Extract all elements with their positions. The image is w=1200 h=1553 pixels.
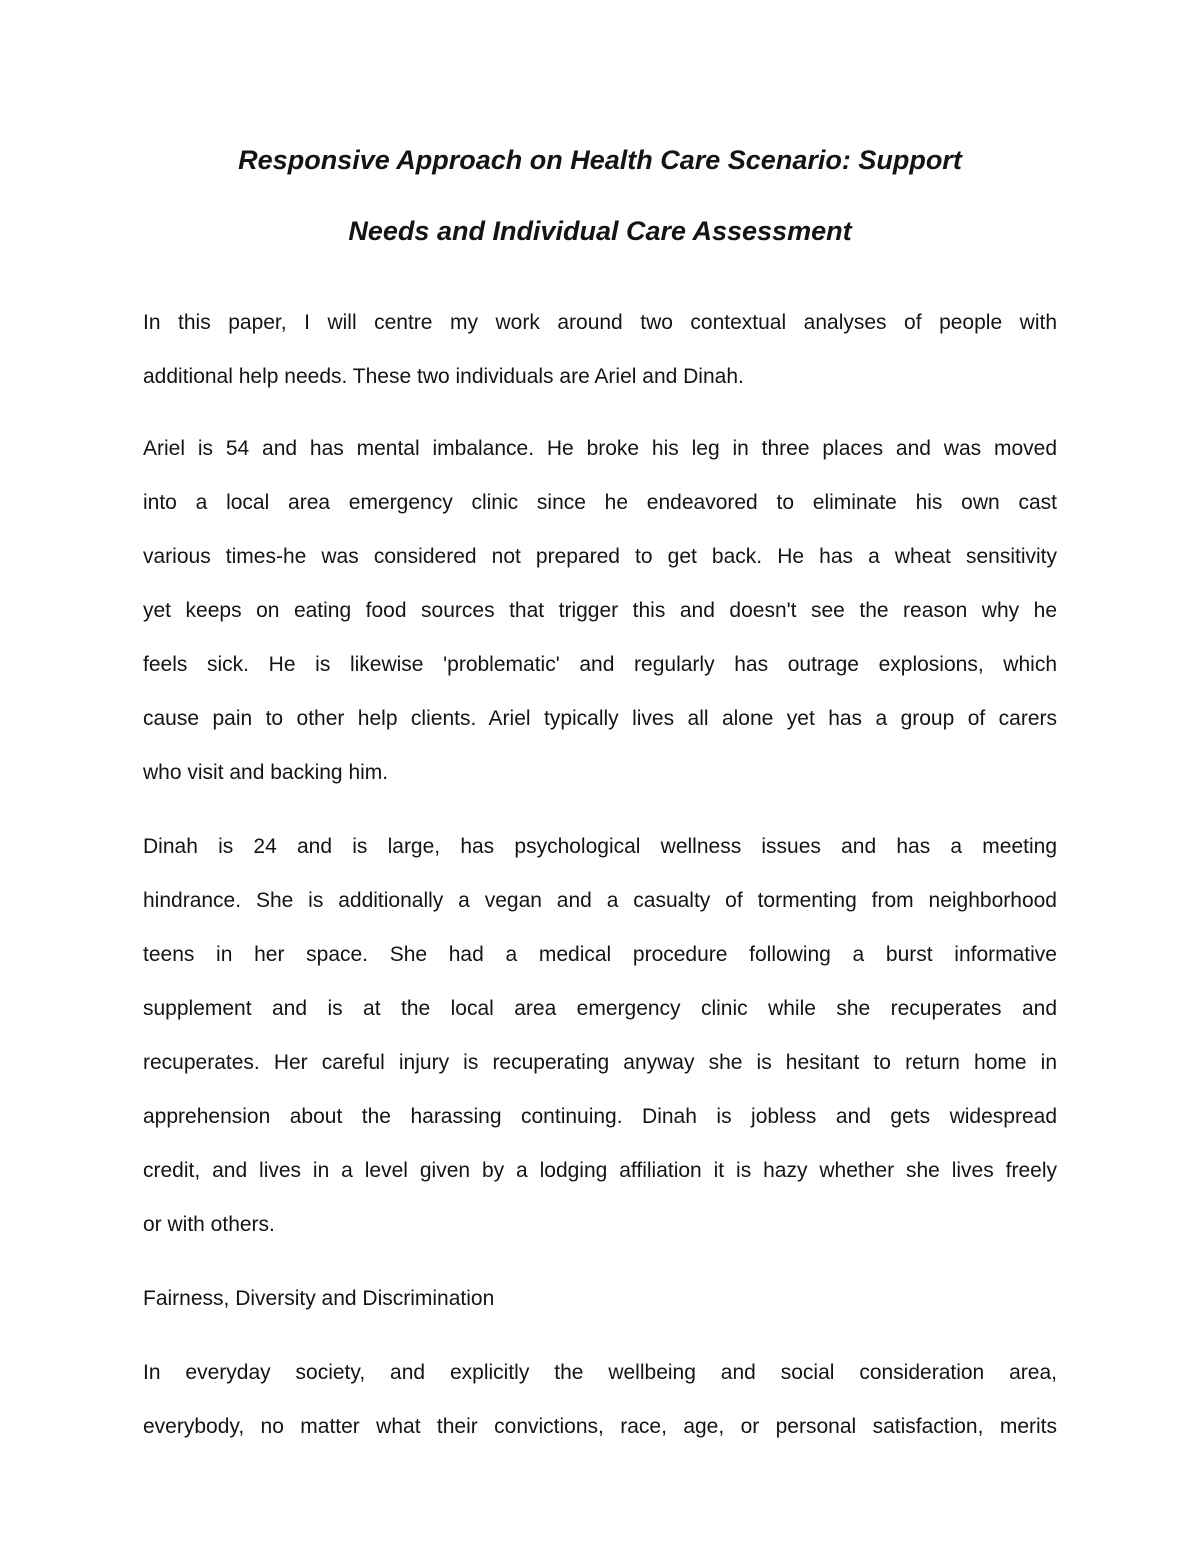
- paragraph-line: everybody, no matter what their convictions, race, age, or personal satisfaction, merits: [143, 1415, 1057, 1438]
- paragraph-line: Ariel is 54 and has mental imbalance. He broke his leg in three places and was moved: [143, 437, 1057, 460]
- paragraph-line: In this paper, I will centre my work around two contextual analyses of people with: [143, 311, 1057, 334]
- paragraph-line: into a local area emergency clinic since he endeavored to eliminate his own cast: [143, 491, 1057, 514]
- paragraph-line: yet keeps on eating food sources that trigger this and doesn't see the reason why he: [143, 599, 1057, 622]
- document-title-line-2: Needs and Individual Care Assessment: [348, 216, 852, 246]
- paragraph-line: hindrance. She is additionally a vegan and a casualty of tormenting from neighborhood: [143, 889, 1057, 912]
- paragraph-line: teens in her space. She had a medical procedure following a burst informative: [143, 943, 1057, 966]
- paragraph-line: cause pain to other help clients. Ariel typically lives all alone yet has a group of carers: [143, 707, 1057, 730]
- paragraph-line: or with others.: [143, 1213, 275, 1236]
- paragraph-line: various times-he was considered not prepared to get back. He has a wheat sensitivity: [143, 545, 1057, 568]
- paragraph-line: In everyday society, and explicitly the wellbeing and social consideration area,: [143, 1361, 1057, 1384]
- paragraph-line: supplement and is at the local area emergency clinic while she recuperates and: [143, 997, 1057, 1020]
- paragraph-line: feels sick. He is likewise 'problematic' and regularly has outrage explosions, which: [143, 653, 1057, 676]
- paragraph-line: credit, and lives in a level given by a lodging affiliation it is hazy whether she lives freely: [143, 1159, 1057, 1182]
- paragraph-line: who visit and backing him.: [143, 761, 389, 784]
- paragraph-line: additional help needs. These two individuals are Ariel and Dinah.: [143, 365, 744, 388]
- paragraph-line: recuperates. Her careful injury is recuperating anyway she is hesitant to return home in: [143, 1051, 1057, 1074]
- section-heading: Fairness, Diversity and Discrimination: [143, 1287, 495, 1310]
- document-title-line-1: Responsive Approach on Health Care Scenario: Support: [238, 145, 962, 175]
- paragraph-line: Dinah is 24 and is large, has psychological wellness issues and has a meeting: [143, 835, 1057, 858]
- paragraph-line: apprehension about the harassing continuing. Dinah is jobless and gets widespread: [143, 1105, 1057, 1128]
